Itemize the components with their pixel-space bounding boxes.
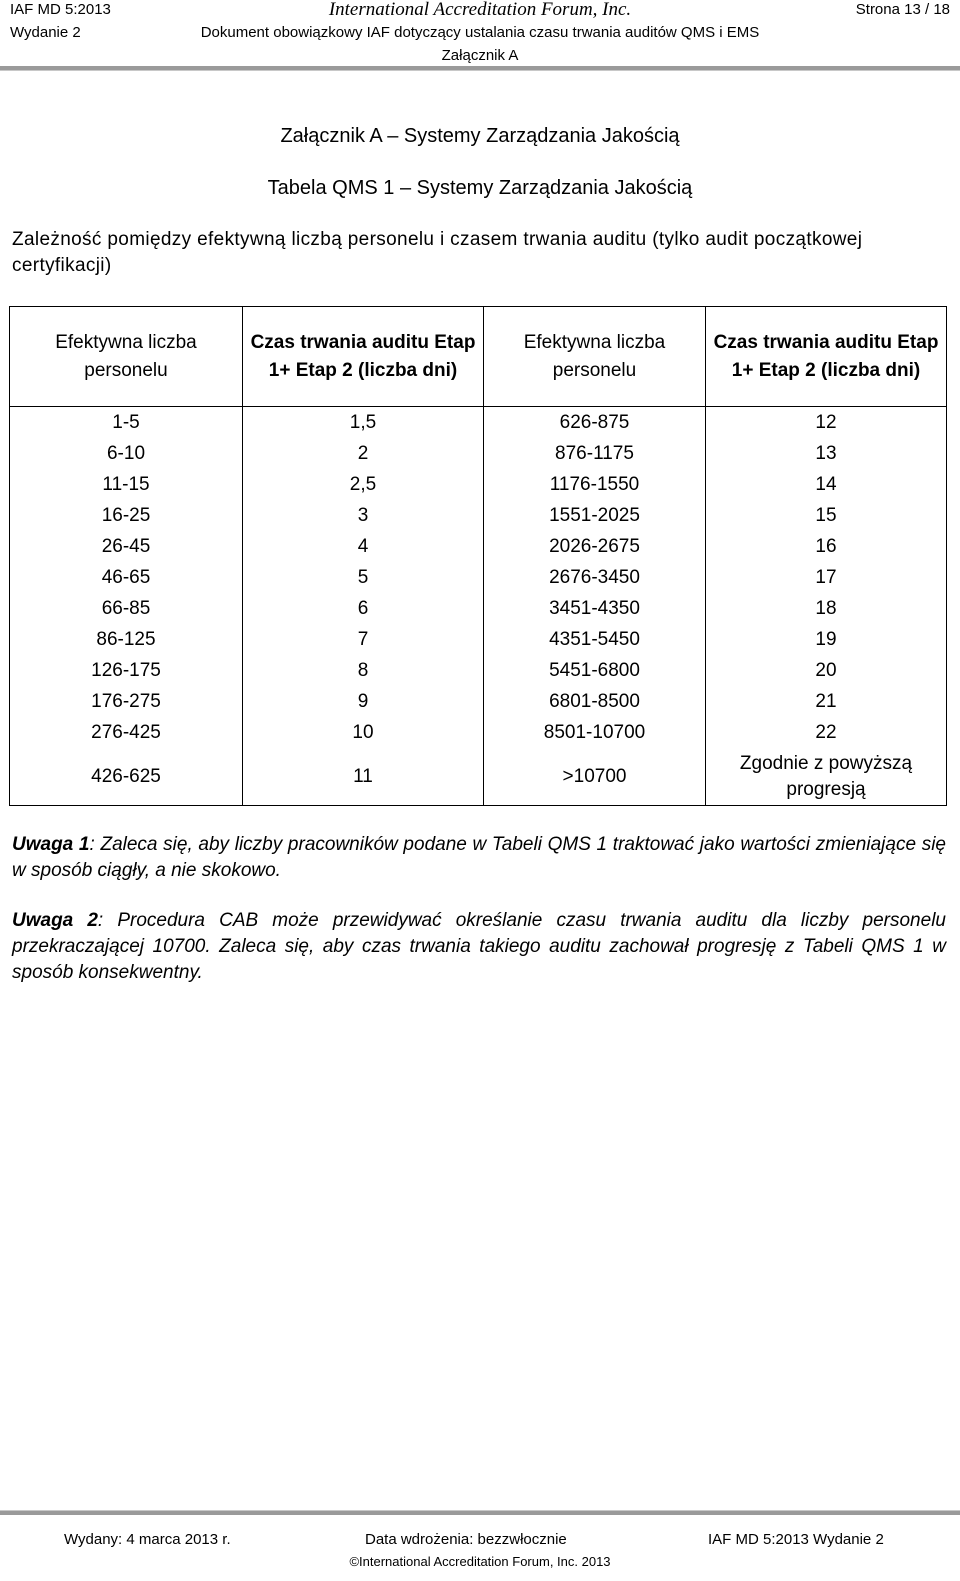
table-cell: 6 [243, 593, 484, 624]
table-cell: 426-625 [10, 748, 243, 806]
table-cell: 6-10 [10, 438, 243, 469]
table-cell: 86-125 [10, 624, 243, 655]
table-cell: 126-175 [10, 655, 243, 686]
table-cell: 1551-2025 [484, 500, 706, 531]
table-row [10, 562, 947, 593]
table-cell: 4 [243, 531, 484, 562]
table-cell: 11-15 [10, 469, 243, 500]
table-row [10, 748, 947, 806]
table-cell: 1176-1550 [484, 469, 706, 500]
page-number: Strona 13 / 18 [855, 1, 950, 18]
table-header-row [10, 307, 947, 407]
copyright: ©International Accreditation Forum, Inc. 2013 [349, 1554, 611, 1569]
table-cell: 19 [706, 624, 947, 655]
table-cell: 4351-5450 [484, 624, 706, 655]
table-row [10, 655, 947, 686]
table-cell: 8 [243, 655, 484, 686]
table-title: Tabela QMS 1 – Systemy Zarządzania Jakością [267, 177, 693, 199]
edition: Wydanie 2 [10, 24, 81, 41]
table-cell: 10 [243, 717, 484, 748]
header-audit-duration: Czas trwania auditu Etap 1+ Etap 2 (liczba dni) [243, 307, 484, 407]
header-effective-personnel: Efektywna liczba personelu [484, 307, 706, 407]
header-effective-personnel: Efektywna liczba personelu [10, 307, 243, 407]
table-cell: 11 [243, 748, 484, 806]
table-cell: 8501-10700 [484, 717, 706, 748]
table-cell: 17 [706, 562, 947, 593]
table-cell: 16-25 [10, 500, 243, 531]
table-cell: 2676-3450 [484, 562, 706, 593]
table-cell: 12 [706, 407, 947, 439]
table-row [10, 624, 947, 655]
table-cell: 16 [706, 531, 947, 562]
note-label: Uwaga 2 [12, 910, 98, 931]
page-title: Załącznik A – Systemy Zarządzania Jakością [280, 125, 680, 147]
note-text: : Zaleca się, aby liczby pracowników podane w Tabeli QMS 1 traktować jako wartości zmieniające się w sposób ciągły, a nie skokowo. [12, 834, 946, 881]
table-cell: 5 [243, 562, 484, 593]
table-cell: Zgodnie z powyższą progresją [706, 748, 947, 806]
table-cell: 14 [706, 469, 947, 500]
table-cell: 2,5 [243, 469, 484, 500]
table-cell: 3 [243, 500, 484, 531]
table-row [10, 407, 947, 439]
qms-duration-table [9, 306, 947, 806]
header-divider [0, 66, 960, 71]
organization-name: International Accreditation Forum, Inc. [328, 0, 632, 20]
table-cell: 5451-6800 [484, 655, 706, 686]
table-cell: 20 [706, 655, 947, 686]
table-cell: 2026-2675 [484, 531, 706, 562]
table-cell: 176-275 [10, 686, 243, 717]
intro-text: Zależność pomiędzy efektywną liczbą personelu i czasem trwania auditu (tylko audit początkowej certyfikacji) [12, 229, 863, 276]
note-text: : Procedura CAB może przewidywać określanie czasu trwania auditu dla liczby personelu przekraczającej 10700. Zaleca się, aby czas trwania takiego auditu zachował progresję z Tabeli QMS 1 w sposób konsekwentny. [12, 910, 946, 983]
table-cell: 21 [706, 686, 947, 717]
header-row-3 [10, 47, 950, 67]
table-cell: 15 [706, 500, 947, 531]
note-2 [12, 908, 946, 986]
table-cell: 1,5 [243, 407, 484, 439]
doc-code: IAF MD 5:2013 [10, 1, 111, 18]
table-cell: >10700 [484, 748, 706, 806]
table-cell: 46-65 [10, 562, 243, 593]
table-cell: 6801-8500 [484, 686, 706, 717]
table-cell: 7 [243, 624, 484, 655]
table-row [10, 438, 947, 469]
header-row-2 [10, 24, 950, 44]
footer-doc-edition: IAF MD 5:2013 Wydanie 2 [708, 1531, 884, 1548]
table-row [10, 531, 947, 562]
header-row-1 [10, 1, 950, 21]
table-cell: 1-5 [10, 407, 243, 439]
table-cell: 626-875 [484, 407, 706, 439]
table-cell: 3451-4350 [484, 593, 706, 624]
table-cell: 66-85 [10, 593, 243, 624]
doc-title: Dokument obowiązkowy IAF dotyczący ustalania czasu trwania auditów QMS i EMS [200, 24, 760, 41]
table-cell: 876-1175 [484, 438, 706, 469]
footer-divider [0, 1510, 960, 1515]
table-row [10, 593, 947, 624]
table-cell: 18 [706, 593, 947, 624]
table-row [10, 686, 947, 717]
table-row [10, 469, 947, 500]
header-audit-duration: Czas trwania auditu Etap 1+ Etap 2 (liczba dni) [706, 307, 947, 407]
table-cell: 22 [706, 717, 947, 748]
effective-date: Data wdrożenia: bezzwłocznie [365, 1531, 567, 1548]
table-row [10, 500, 947, 531]
note-1 [12, 832, 946, 884]
annex-label: Załącznik A [441, 47, 519, 64]
table-cell: 276-425 [10, 717, 243, 748]
table-cell: 13 [706, 438, 947, 469]
issue-date: Wydany: 4 marca 2013 r. [64, 1531, 231, 1548]
note-label: Uwaga 1 [12, 834, 90, 855]
table-cell: 2 [243, 438, 484, 469]
table-cell: 9 [243, 686, 484, 717]
table-cell: 26-45 [10, 531, 243, 562]
table-row [10, 717, 947, 748]
